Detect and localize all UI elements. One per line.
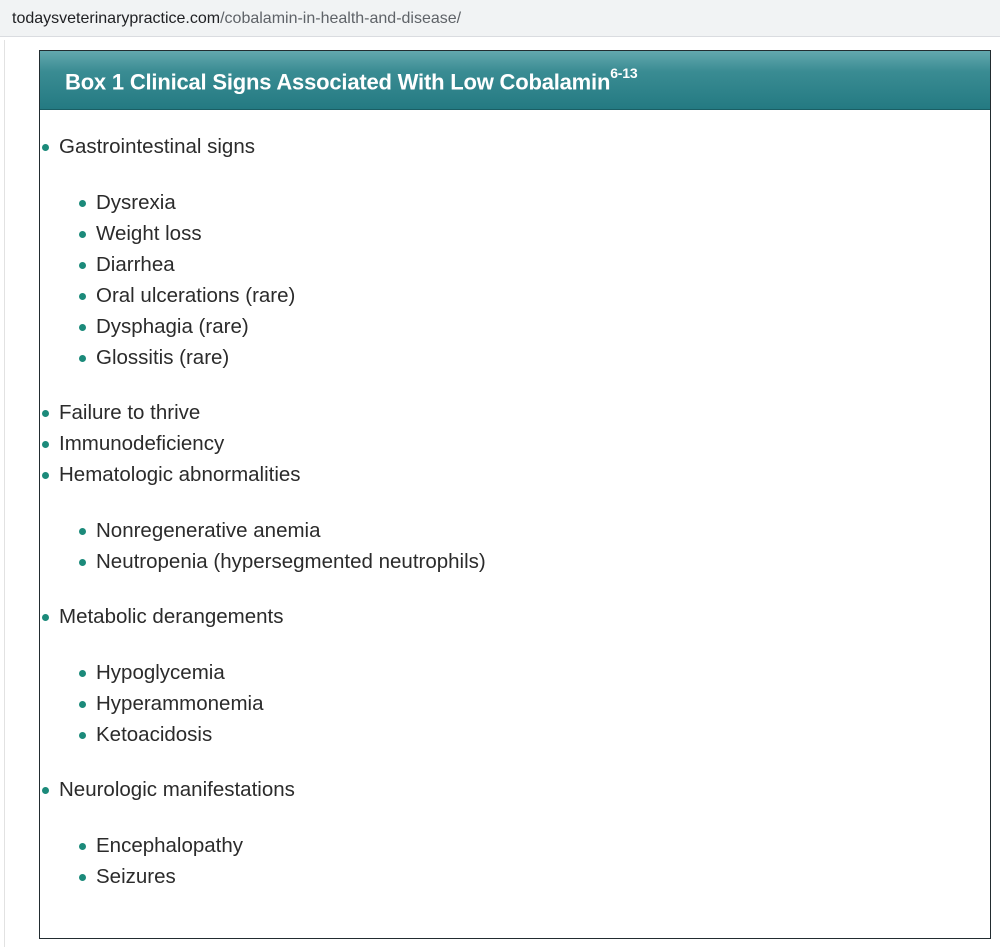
list-subitem-label: Neutropenia (hypersegmented neutrophils) xyxy=(96,550,486,573)
list-item-label: Gastrointestinal signs xyxy=(59,135,255,158)
box-title-text: Box 1 Clinical Signs Associated With Low Cobalamin xyxy=(65,69,611,95)
list-subitem-label: Weight loss xyxy=(96,222,202,245)
bullet-icon xyxy=(42,614,49,621)
list-subitem-label: Hyperammonemia xyxy=(96,692,264,715)
bullet-icon xyxy=(79,843,86,850)
list-item-label: Failure to thrive xyxy=(59,401,201,424)
list-subitem xyxy=(96,550,486,574)
list-item-label: Immunodeficiency xyxy=(59,432,225,455)
url-path: /cobalamin-in-health-and-disease/ xyxy=(220,10,462,27)
list-subitem-label: Oral ulcerations (rare) xyxy=(96,284,296,307)
page-divider xyxy=(4,40,5,947)
list-subitem xyxy=(96,519,321,543)
list-item-label: Hematologic abnormalities xyxy=(59,463,301,486)
list-item-label: Metabolic derangements xyxy=(59,605,284,628)
bullet-icon xyxy=(79,670,86,677)
list-subitem xyxy=(96,253,175,277)
list-item-gastrointestinal xyxy=(59,135,255,159)
bullet-icon xyxy=(79,701,86,708)
box-title xyxy=(65,65,638,95)
bullet-icon xyxy=(42,441,49,448)
list-item-metabolic xyxy=(59,605,284,629)
bullet-icon xyxy=(79,732,86,739)
bullet-icon xyxy=(79,293,86,300)
bullet-icon xyxy=(79,874,86,881)
bullet-icon xyxy=(79,355,86,362)
bullet-icon xyxy=(42,472,49,479)
list-item-neurologic xyxy=(59,778,295,802)
list-subitem-label: Glossitis (rare) xyxy=(96,346,230,369)
list-subitem-label: Seizures xyxy=(96,865,176,888)
box-title-citation: 6-13 xyxy=(610,65,638,81)
list-subitem xyxy=(96,191,176,215)
list-subitem xyxy=(96,723,212,747)
list-subitem xyxy=(96,222,202,246)
list-subitem xyxy=(96,284,295,308)
list-item-failure-to-thrive xyxy=(59,401,200,425)
list-subitem-label: Nonregenerative anemia xyxy=(96,519,321,542)
clinical-signs-box xyxy=(39,50,991,939)
bullet-icon xyxy=(79,262,86,269)
bullet-icon xyxy=(79,200,86,207)
list-subitem xyxy=(96,834,243,858)
bullet-icon xyxy=(42,144,49,151)
bullet-icon xyxy=(42,410,49,417)
list-subitem xyxy=(96,865,176,889)
bullet-icon xyxy=(79,559,86,566)
list-subitem-label: Hypoglycemia xyxy=(96,661,225,684)
list-subitem-label: Dysphagia (rare) xyxy=(96,315,249,338)
list-subitem-label: Dysrexia xyxy=(96,191,176,214)
bullet-icon xyxy=(79,231,86,238)
list-subitem-label: Ketoacidosis xyxy=(96,723,213,746)
list-subitem-label: Diarrhea xyxy=(96,253,175,276)
list-subitem xyxy=(96,661,225,685)
url-text[interactable] xyxy=(12,9,461,29)
list-item-hematologic xyxy=(59,463,301,487)
address-bar[interactable] xyxy=(0,0,1000,37)
url-host: todaysveterinarypractice.com xyxy=(12,10,221,27)
list-item-label: Neurologic manifestations xyxy=(59,778,295,801)
list-subitem xyxy=(96,315,249,339)
list-subitem xyxy=(96,346,229,370)
list-subitem xyxy=(96,692,263,716)
bullet-icon xyxy=(79,324,86,331)
box-header xyxy=(40,51,990,110)
list-subitem-label: Encephalopathy xyxy=(96,834,244,857)
list-item-immunodeficiency xyxy=(59,432,224,456)
bullet-icon xyxy=(42,787,49,794)
bullet-icon xyxy=(79,528,86,535)
